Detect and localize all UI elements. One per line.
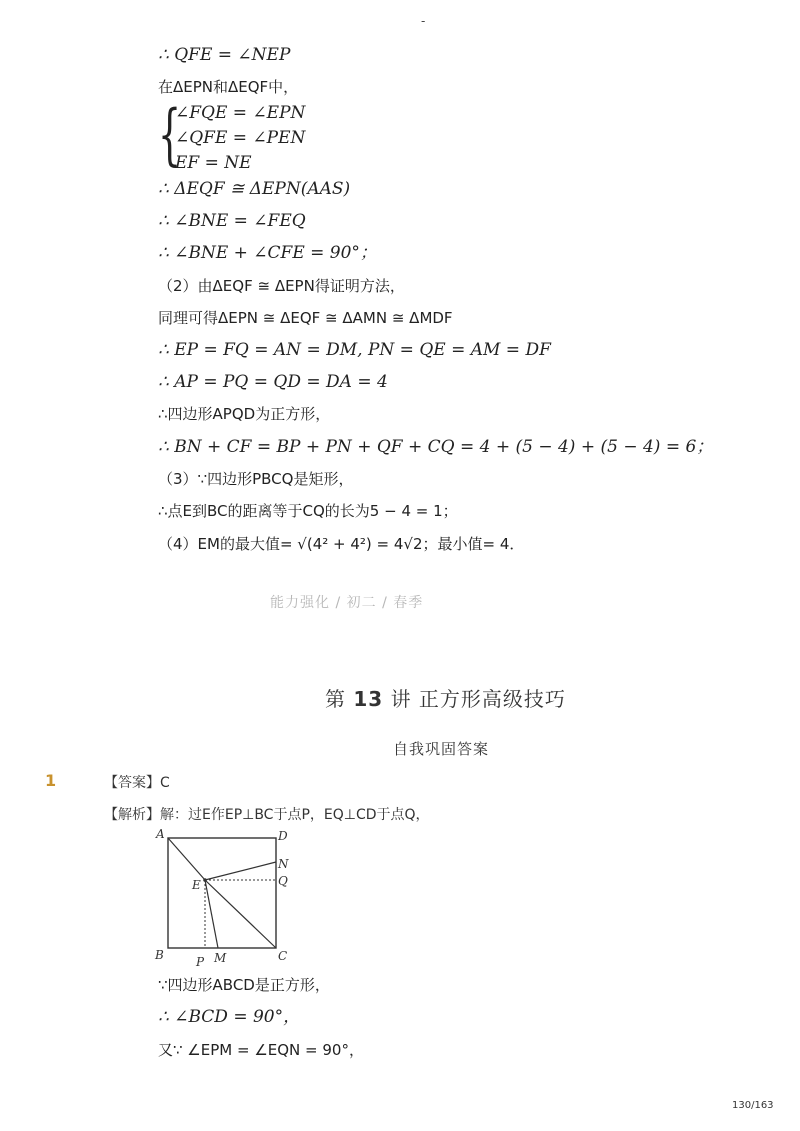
answer-line: 【答案】C xyxy=(104,775,170,791)
solution-line-2: 在ΔEPN和ΔEQF中， xyxy=(158,78,299,96)
page-number: 130/163 xyxy=(732,1100,774,1111)
label-q: Q xyxy=(278,874,288,888)
after-figure-line-2: ∴ ∠BCD = 90°， xyxy=(158,1007,301,1027)
segment-en xyxy=(205,862,276,880)
solution-line-4: ∴ ∠BNE = ∠FEQ xyxy=(158,211,306,231)
lesson-suffix: 讲 正方形高级技巧 xyxy=(390,687,566,711)
square-abcd xyxy=(168,838,276,948)
point-e xyxy=(203,878,207,882)
label-m: M xyxy=(214,951,227,965)
top-mark: - xyxy=(421,14,426,28)
solution-line-10: ∴四边形APQD为正方形， xyxy=(158,405,331,423)
label-a: A xyxy=(156,827,165,841)
solution-line-5: ∴ ∠BNE + ∠CFE = 90°； xyxy=(158,243,377,263)
solution-line-11: ∴ BN + CF = BP + PN + QF + CQ = 4 + (5 − 4) + (5 − 4) = 6； xyxy=(158,437,714,457)
left-brace: { xyxy=(158,96,182,173)
analysis-line: 【解析】解：过E作EP⊥BC于点P，EQ⊥CD于点Q， xyxy=(104,807,430,823)
solution-line-13: ∴点E到BC的距离等于CQ的长为5 − 4 = 1； xyxy=(158,502,458,520)
congruence-conditions xyxy=(158,96,358,174)
solution-line-14: （4）EM的最大值= √(4² + 4²) = 4√2；最小值= 4． xyxy=(158,535,525,553)
course-footer: 能力强化 / 初二 / 春季 xyxy=(270,595,424,611)
condition-2: ∠QFE = ∠PEN xyxy=(175,128,306,148)
solution-line-7: 同理可得ΔEPN ≅ ΔEQF ≅ ΔAMN ≅ ΔMDF xyxy=(158,309,453,327)
lesson-prefix: 第 xyxy=(325,687,346,711)
lesson-number: 13 xyxy=(353,687,384,711)
after-figure-line-3: 又∵ ∠EPM = ∠EQN = 90°， xyxy=(158,1041,364,1059)
lesson-title xyxy=(325,683,566,712)
label-d: D xyxy=(278,829,288,843)
label-p: P xyxy=(196,955,205,969)
question-number: 1 xyxy=(45,771,57,790)
label-e: E xyxy=(192,878,201,892)
label-n: N xyxy=(278,857,289,871)
after-figure-line-1: ∵四边形ABCD是正方形， xyxy=(158,976,330,994)
solution-line-6: （2）由ΔEQF ≅ ΔEPN得证明方法， xyxy=(158,277,405,295)
solution-line-1: ∴ QFE = ∠NEP xyxy=(158,45,291,65)
segment-ae xyxy=(168,838,205,880)
solution-line-12: （3）∵四边形PBCQ是矩形， xyxy=(158,470,354,488)
solution-line-9: ∴ AP = PQ = QD = DA = 4 xyxy=(158,372,388,392)
square-figure xyxy=(150,826,300,971)
condition-3: EF = NE xyxy=(175,153,252,173)
solution-line-8: ∴ EP = FQ = AN = DM, PN = QE = AM = DF xyxy=(158,340,551,360)
label-c: C xyxy=(278,949,288,963)
condition-1: ∠FQE = ∠EPN xyxy=(175,103,306,123)
section-title: 自我巩固答案 xyxy=(393,740,490,758)
label-b: B xyxy=(155,948,164,962)
solution-line-3: ∴ ΔEQF ≅ ΔEPN(AAS) xyxy=(158,179,351,199)
